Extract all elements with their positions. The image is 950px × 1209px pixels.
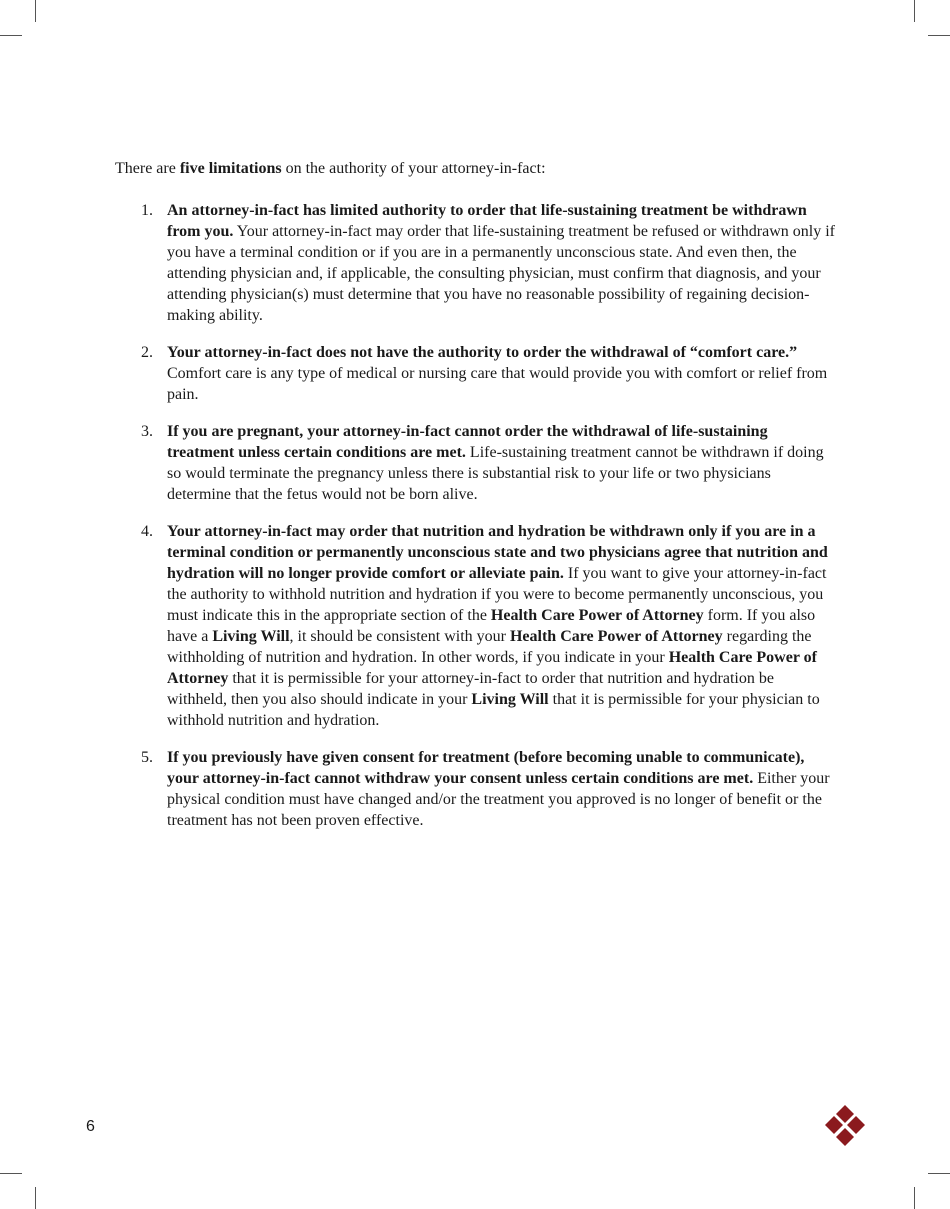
document-reference: Health Care Power of Attorney [509, 628, 723, 645]
limitation-heading: Your attorney-in-fact does not have the authority to order the withdrawal of “comfort care.” [167, 344, 798, 361]
limitation-body: Life-sustaining treatment cannot be withdrawn if doing so would terminate the pregnancy unless there is substantial risk to your life or two physicians determine that the fetus would not be born alive. [167, 444, 824, 503]
diamond-cluster-logo-icon [823, 1104, 867, 1148]
limitation-body-text: regarding the withholding of nutrition and hydration. In other words, if you indicate in your [167, 628, 812, 666]
crop-mark-top-left-horizontal [0, 35, 22, 36]
crop-mark-top-left-vertical [35, 0, 36, 22]
limitation-number: 5. [141, 749, 153, 766]
limitation-item-5 [115, 747, 835, 831]
limitation-body-text: , it should be consistent with your [289, 628, 510, 645]
document-reference: Living Will [471, 691, 549, 708]
document-reference: Health Care Power of Attorney [490, 607, 704, 624]
intro-prefix: There are [115, 160, 180, 177]
limitation-number: 3. [141, 423, 153, 440]
limitation-body-text: form. If you also have a [167, 607, 816, 645]
intro-emphasis: five limitations [179, 160, 282, 177]
logo-shapes [825, 1105, 865, 1146]
limitation-body: Your attorney-in-fact may order that life-sustaining treatment be refused or withdrawn only if you have a terminal condition or if you are in a permanently unconscious state. And even then, the attending physician and, if applicable, the consulting physician, must confirm that diagnosis, and your attending physician(s) must determine that you have no reasonable possibility of regaining decision-making ability. [167, 223, 835, 324]
limitations-list [115, 200, 835, 847]
limitation-item-2 [115, 342, 835, 405]
limitation-number: 4. [141, 523, 153, 540]
crop-mark-bottom-right-horizontal [928, 1173, 950, 1174]
limitation-body-text: that it is permissible for your physician to withhold nutrition and hydration. [167, 691, 820, 729]
document-reference: Living Will [212, 628, 290, 645]
crop-mark-top-right-horizontal [928, 35, 950, 36]
intro-paragraph [115, 158, 835, 179]
crop-mark-bottom-left-vertical [35, 1187, 36, 1209]
limitation-number: 1. [141, 202, 153, 219]
limitation-body-text: that it is permissible for your attorney-in-fact to order that nutrition and hydration be withheld, then you also should indicate in your [167, 670, 774, 708]
limitation-number: 2. [141, 344, 153, 361]
crop-mark-top-right-vertical [914, 0, 915, 22]
intro-suffix: on the authority of your attorney-in-fact: [281, 160, 546, 177]
limitation-heading: If you previously have given consent for treatment (before becoming unable to communicate), your attorney-in-fact cannot withdraw your consent unless certain conditions are met. [167, 749, 805, 787]
limitation-item-1 [115, 200, 835, 326]
page-number: 6 [86, 1118, 95, 1135]
limitation-body: Either your physical condition must have changed and/or the treatment you approved is no longer of benefit or the treatment has not been proven effective. [167, 770, 830, 829]
limitation-body: Comfort care is any type of medical or nursing care that would provide you with comfort or relief from pain. [167, 365, 828, 403]
crop-mark-bottom-left-horizontal [0, 1173, 22, 1174]
limitation-item-4 [115, 521, 835, 731]
limitation-body-text: If you want to give your attorney-in-fact the authority to withhold nutrition and hydration if you were to become permanently unconscious, you must indicate this in the appropriate section of the [167, 565, 827, 624]
document-reference: Health Care Power of Attorney [167, 649, 817, 687]
limitation-item-3 [115, 421, 835, 505]
limitation-heading: If you are pregnant, your attorney-in-fact cannot order the withdrawal of life-sustaining treatment unless certain conditions are met. [167, 423, 768, 461]
limitation-heading: An attorney-in-fact has limited authority to order that life-sustaining treatment be withdrawn from you. [167, 202, 807, 240]
crop-mark-bottom-right-vertical [914, 1187, 915, 1209]
limitation-heading: Your attorney-in-fact may order that nutrition and hydration be withdrawn only if you are in a terminal condition or permanently unconscious state and two physicians agree that nutrition and hydration will no longer provide comfort or alleviate pain. [167, 523, 828, 582]
